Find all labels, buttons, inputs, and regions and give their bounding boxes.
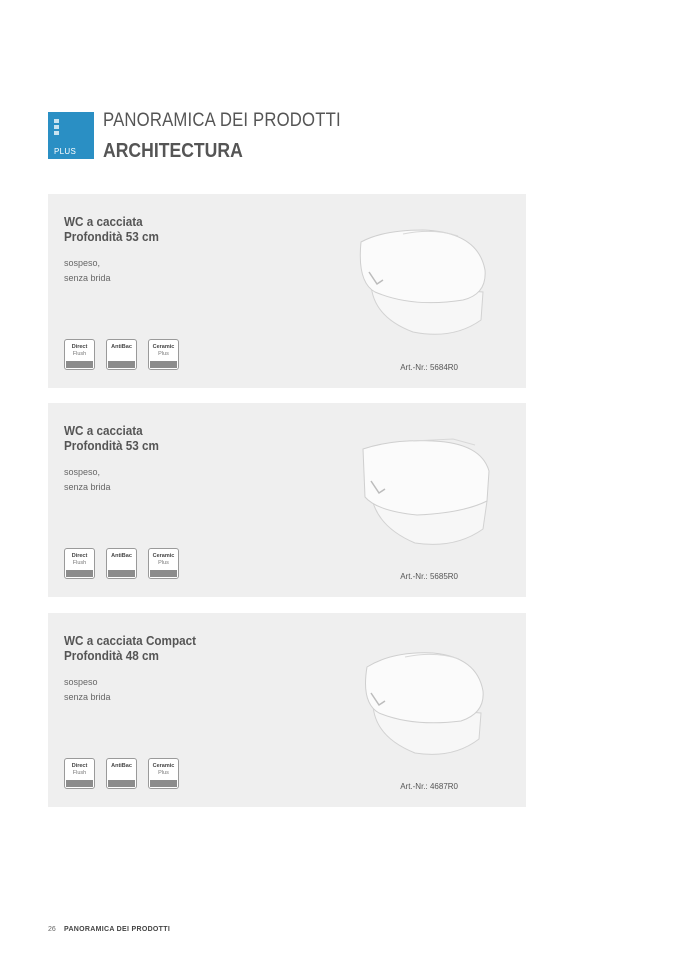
ceramic-plus-badge: Ceramic Plus (148, 758, 179, 789)
plus-logo (48, 112, 94, 159)
antibac-badge: AntiBac (106, 548, 137, 579)
article-number: Art.-Nr.: 5684R0 (400, 363, 458, 372)
article-number: Art.-Nr.: 4687R0 (400, 782, 458, 791)
page-title: PANORAMICA DEI PRODOTTI (103, 110, 341, 131)
product-title: WC a cacciata Profondità 53 cm (64, 423, 159, 453)
ceramic-plus-badge: Ceramic Plus (148, 339, 179, 370)
product-card (48, 613, 526, 807)
product-title: WC a cacciata Compact Profondità 48 cm (64, 633, 197, 663)
product-card (48, 403, 526, 597)
product-card (48, 194, 526, 388)
antibac-badge: AntiBac (106, 758, 137, 789)
ceramic-plus-badge: Ceramic Plus (148, 548, 179, 579)
direct-flush-badge: Direct Flush (64, 548, 95, 579)
direct-flush-badge: Direct Flush (64, 758, 95, 789)
toilet-round-image (353, 222, 493, 337)
antibac-badge: AntiBac (106, 339, 137, 370)
article-number: Art.-Nr.: 5685R0 (400, 572, 458, 581)
plus-label: PLUS (54, 147, 77, 156)
product-description: sospeso senza brida (64, 677, 111, 702)
logo-squares-icon (54, 119, 59, 137)
direct-flush-badge: Direct Flush (64, 339, 95, 370)
page-number: 26 (48, 926, 56, 933)
product-description: sospeso, senza brida (64, 258, 111, 283)
toilet-compact-image (353, 641, 493, 756)
footer-label: PANORAMICA DEI PRODOTTI (64, 926, 171, 933)
toilet-square-image (353, 431, 498, 546)
product-title: WC a cacciata Profondità 53 cm (64, 214, 159, 244)
collection-title: ARCHITECTURA (103, 140, 243, 162)
product-description: sospeso, senza brida (64, 467, 111, 492)
